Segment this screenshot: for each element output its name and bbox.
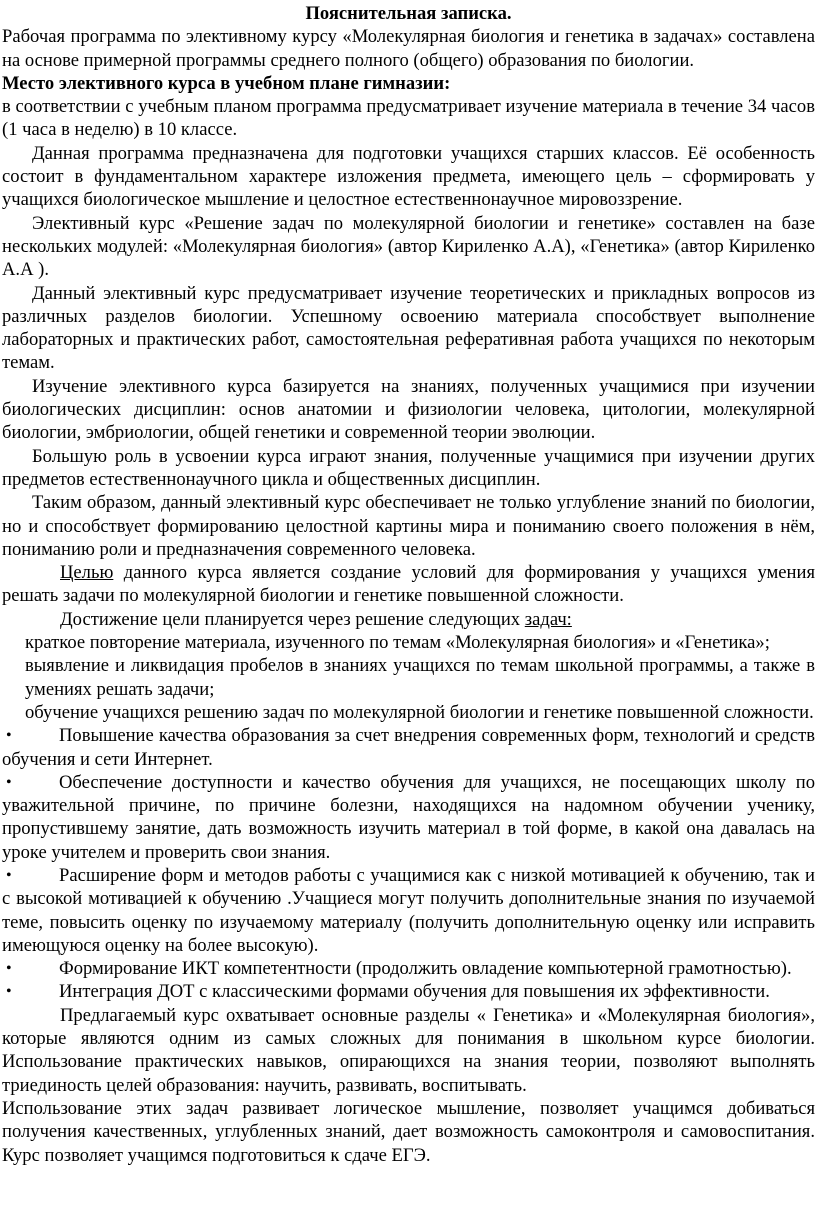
document-title: Пояснительная записка. <box>305 3 512 24</box>
bullet-text: Повышение качества образования за счет внедрения современных форм, технологий и средств обучения и сети Интернет. <box>2 725 815 770</box>
goal-paragraph <box>2 561 815 608</box>
bullet-marker: • <box>6 773 12 791</box>
paragraph-summary: Таким образом, данный элективный курс обеспечивает не только углубление знаний по биологии, но и способствует формированию целостной картины мира и пониманию своего положения в нём, пониманию роли и предназначения современного человека. <box>2 492 815 560</box>
bullet-item <box>2 980 815 1003</box>
bullet-item <box>2 771 815 864</box>
paragraph-conclusion: Использование этих задач развивает логическое мышление, позволяет учащимся добиваться получения качественных, углубленных знаний, дает возможность самоконтроля и самовоспитания. Курс позволяет учащимся подготовиться к сдаче ЕГЭ. <box>2 1097 815 1166</box>
bullet-item <box>2 957 815 980</box>
bullet-text: Формирование ИКТ компетентности (продолжить овладение компьютерной грамотностью). <box>59 958 792 980</box>
intro-paragraph: Рабочая программа по элективному курсу «Молекулярная биология и генетика в задачах» составлена на основе примерной программы среднего полного (общего) образования по биологии. <box>2 26 815 71</box>
goal-text: данного курса является создание условий для формирования у учащихся умения решать задачи по молекулярной биологии и генетике повышенной сложности. <box>2 562 815 607</box>
paragraph-content: Данный элективный курс предусматривает изучение теоретических и прикладных вопросов из различных разделов биологии. Успешному освоению материала способствует выполнение лабораторных и практических работ, самостоятельная реферативная работа учащихся по некоторым темам. <box>2 282 815 374</box>
bullet-marker: • <box>6 960 12 978</box>
goal-word: Целью <box>60 562 114 584</box>
paragraph-other-subjects: Большую роль в усвоении курса играют знания, полученные учащимися при изучении других предметов естественнонаучного цикла и общественных дисциплин. <box>2 445 815 490</box>
task-item: выявление и ликвидация пробелов в знаниях учащихся по темам школьной программы, а также в умениях решать задачи; <box>25 655 815 700</box>
paragraph-basis: Изучение элективного курса базируется на знаниях, полученных учащимися при изучении биологических дисциплин: основ анатомии и физиологии человека, цитологии, молекулярной биологии, эмбриологии, общей генетики и современной теории эволюции. <box>2 375 815 444</box>
bullet-text: Интеграция ДОТ с классическими формами обучения для повышения их эффективности. <box>59 981 770 1003</box>
bullet-marker: • <box>6 866 12 884</box>
bullet-item <box>2 724 815 771</box>
paragraph-course-scope: Предлагаемый курс охватывает основные разделы « Генетика» и «Молекулярная биология», которые являются одним из самых сложных для понимания в школьном курсе биологии. Использование практических навыков, опирающихся на знания теории, позволяют выполнять триединость целей образования: научить, развивать, воспитывать. <box>2 1004 815 1096</box>
tasks-intro-text: Достижение цели планируется через решение следующих <box>60 608 521 630</box>
bullet-marker: • <box>6 983 12 1001</box>
tasks-word: задач: <box>524 608 572 630</box>
tasks-intro-paragraph <box>2 608 815 631</box>
paragraph-purpose: Данная программа предназначена для подготовки учащихся старших классов. Её особенность состоит в фундаментальном характере изложения предмета, имеющего цель – сформировать у учащихся биологическое мышление и целостное естественнонаучное мировоззрение. <box>2 142 815 211</box>
bullet-marker: • <box>6 727 12 745</box>
bullet-text: Расширение форм и методов работы с учащимися как с низкой мотивацией к обучению, так и с высокой мотивацией к обучению .Учащиеся могут получить дополнительные знания по изучаемой теме, повысить оценку по изучаемому материалу (получить дополнительную оценку или исправить имеющуюся оценку на более высокую). <box>2 864 815 956</box>
place-heading: Место элективного курса в учебном плане гимназии: <box>2 72 451 94</box>
task-item: обучение учащихся решению задач по молекулярной биологии и генетике повышенной сложности. <box>25 701 814 723</box>
bullet-text: Обеспечение доступности и качество обучения для учащихся, не посещающих школу по уважительной причине, по причине болезни, находящихся на надомном обучении ученику, пропустившему занятие, дать возможность изучить материал в той форме, в какой она давалась на уроке учителем и проверить свои знания. <box>2 771 815 863</box>
place-paragraph: в соответствии с учебным планом программа предусматривает изучение материала в течение 34 часов (1 часа в неделю) в 10 классе. <box>2 96 815 141</box>
paragraph-modules: Элективный курс «Решение задач по молекулярной биологии и генетике» составлен на базе нескольких модулей: «Молекулярная биология» (автор Кириленко А.А), «Генетика» (автор Кириленко А.А ). <box>2 212 815 281</box>
task-item: краткое повторение материала, изученного по темам «Молекулярная биология» и «Генетика»; <box>25 632 770 654</box>
bullet-item <box>2 864 815 957</box>
